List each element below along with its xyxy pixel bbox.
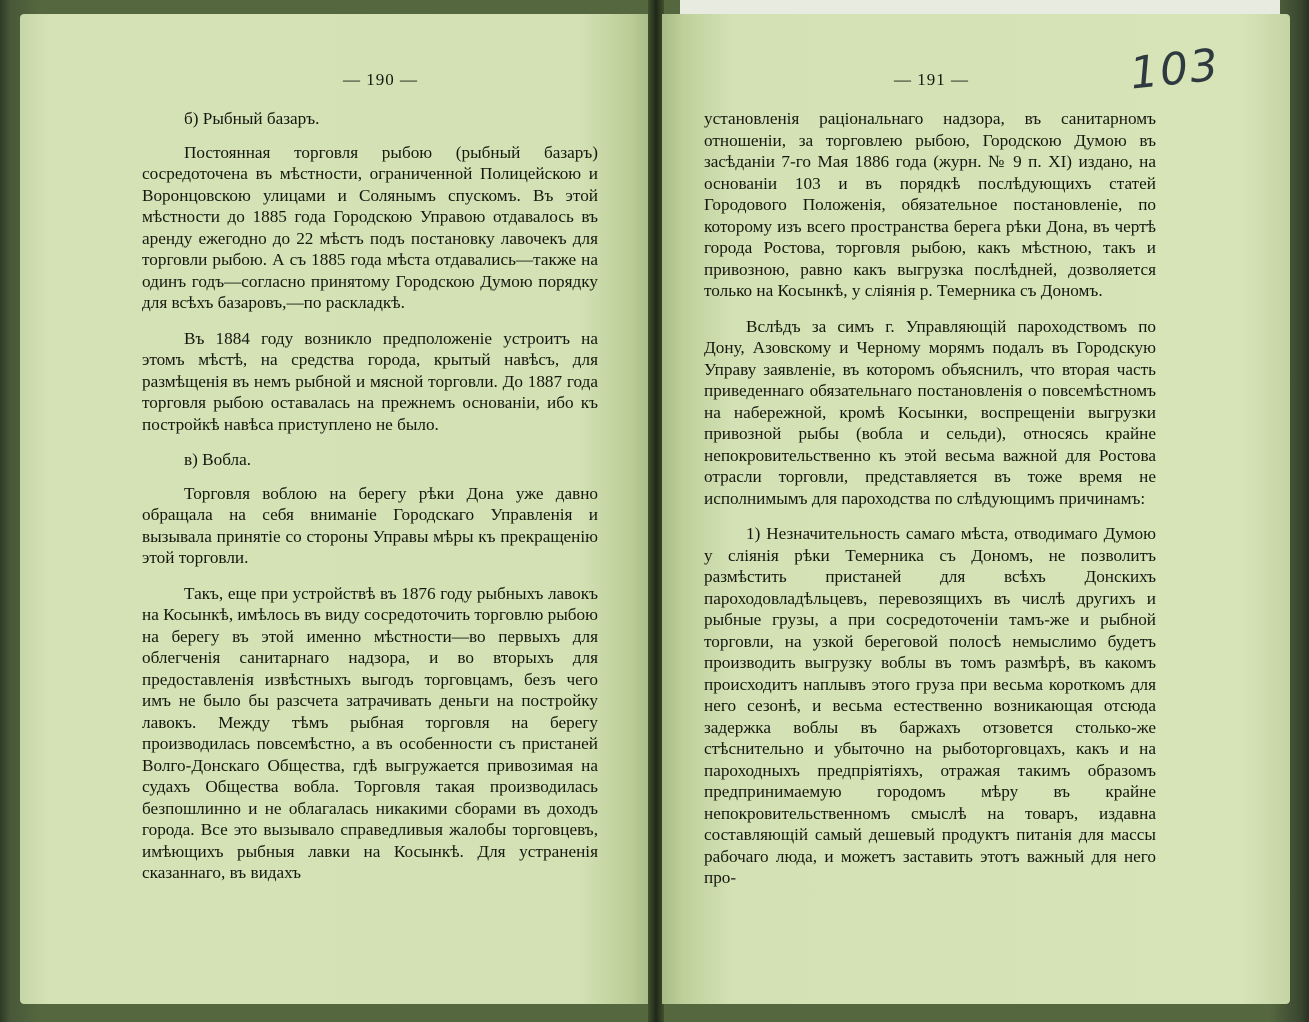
paragraph-subhead-vobla: в) Вобла. [184, 450, 252, 469]
right-page-number: — 191 — [894, 70, 969, 89]
paragraph: Вслѣдъ за симъ г. Управляющій пароходствомъ по Дону, Азовскому и Черному морямъ подалъ въ Городскую Управу заявленіе, въ которомъ объяснилъ, что вторая часть приведеннаго обязательнаго постановленія о повсемѣстномъ на набережной, кромѣ Косынки, воспрещеніи выгрузки привозной рыбы (вобла и сельди), относясь крайне непокровительственно къ этой весьма важной для Ростова отрасли торговли, представляется въ тоже время не исполнимымъ для пароходства по слѣдующимъ причинамъ: [704, 316, 1156, 508]
paragraph: Постоянная торговля рыбою (рыбный базаръ) сосредоточена въ мѣстности, ограниченной Полицейскою и Воронцовскою улицами и Солянымъ спускомъ. Въ этой мѣстности до 1885 года Городскою Управою отдавалось въ аренду ежегодно до 22 мѣстъ подъ постановку лавочекъ для торговли рыбою. А съ 1885 года мѣста отдавались—также на одинъ годъ—согласно принятому Городскою Думою порядку для всѣхъ базаровъ,—по раскладкѣ. [142, 142, 598, 312]
left-page-number: — 190 — [343, 70, 418, 89]
right-page [662, 14, 1290, 1004]
paragraph: 1) Незначительность самаго мѣста, отводимаго Думою у сліянія рѣки Темерника съ Дономъ, не позволитъ размѣстить пристаней для всѣхъ Донскихъ пароходовладѣльцевъ, перевозящихъ въ числѣ другихъ и рыбные грузы, а при сосредоточеніи тамъ-же и рыбной торговли, на узкой береговой полосѣ немыслимо будетъ производить выгрузку воблы въ томъ размѣрѣ, въ какомъ происходитъ наплывъ этого груза при весьма короткомъ для него сезонѣ, и весьма естественно возникающая отсюда задержка воблы въ баржахъ отзовется столько-же стѣснительно и убыточно на рыботорговцахъ, какъ и на пароходныхъ предпріятіяхъ, отражая такимъ образомъ предпринимаемую городомъ мѣру въ крайне непокровительственномъ смыслѣ на товаръ, издавна составляющій самый дешевый продуктъ питанія для массы рабочаго люда, и можетъ заставить этотъ важный для него про- [704, 524, 1156, 887]
paragraph-subhead-fish-market: б) Рыбный базаръ. [184, 109, 320, 128]
left-text-block [142, 108, 598, 898]
paragraph: Торговля воблою на берегу рѣки Дона уже давно обращала на себя вниманіе Городскаго Управленія и вызывала принятіе со стороны Управы мѣры къ прекращенію этой торговли. [142, 483, 598, 567]
right-text-block [704, 108, 1156, 903]
paragraph-continued: установленія раціональнаго надзора, въ санитарномъ отношеніи, за торговлею рыбою, Городскою Думою въ засѣданіи 7-го Мая 1886 года (журн. № 9 п. XI) издано, на основаніи 103 и въ порядкѣ послѣдующихъ статей Городового Положенія, обязательное постановленіе, по которому изъ всего пространства берега рѣки Дона, въ чертѣ города Ростова, торговля рыбою, какъ мѣстною, такъ и привозною, равно какъ выгрузка послѣдней, дозволяется только на Косынкѣ, у сліянія р. Темерника съ Дономъ. [704, 109, 1156, 300]
left-page [20, 14, 650, 1004]
handwritten-folio-number: 103 [1127, 39, 1223, 100]
paragraph: Въ 1884 году возникло предположеніе устроитъ на этомъ мѣстѣ, на средства города, крытый навѣсъ, для размѣщенія въ немъ рыбной и мясной торговли. До 1887 года торговля рыбою оставалась на прежнемъ основаніи, ибо къ постройкѣ навѣса приступлено не было. [142, 328, 598, 434]
paragraph: Такъ, еще при устройствѣ въ 1876 году рыбныхъ лавокъ на Косынкѣ, имѣлось въ виду сосредоточить торговлю рыбою на берегу въ этой именно мѣстности—во первыхъ для облегченія санитарнаго надзора, и во вторыхъ для предоставленія извѣстныхъ выгодъ торговцамъ, безъ чего имъ не было бы разсчета затрачивать деньги на постройку лавокъ. Между тѣмъ рыбная торговля на берегу производилась повсемѣстно, а въ особенности съ пристаней Волго-Донскаго Общества, гдѣ выгружается привозимая на судахъ Общества вобла. Торговля такая производилась безпошлинно и не облагалась никакими сборами въ доходъ города. Все это вызывало справедливыя жалобы торговцевъ, имѣющихъ рыбныя лавки на Косынкѣ. Для устраненія сказаннаго, въ видахъ [142, 583, 598, 882]
